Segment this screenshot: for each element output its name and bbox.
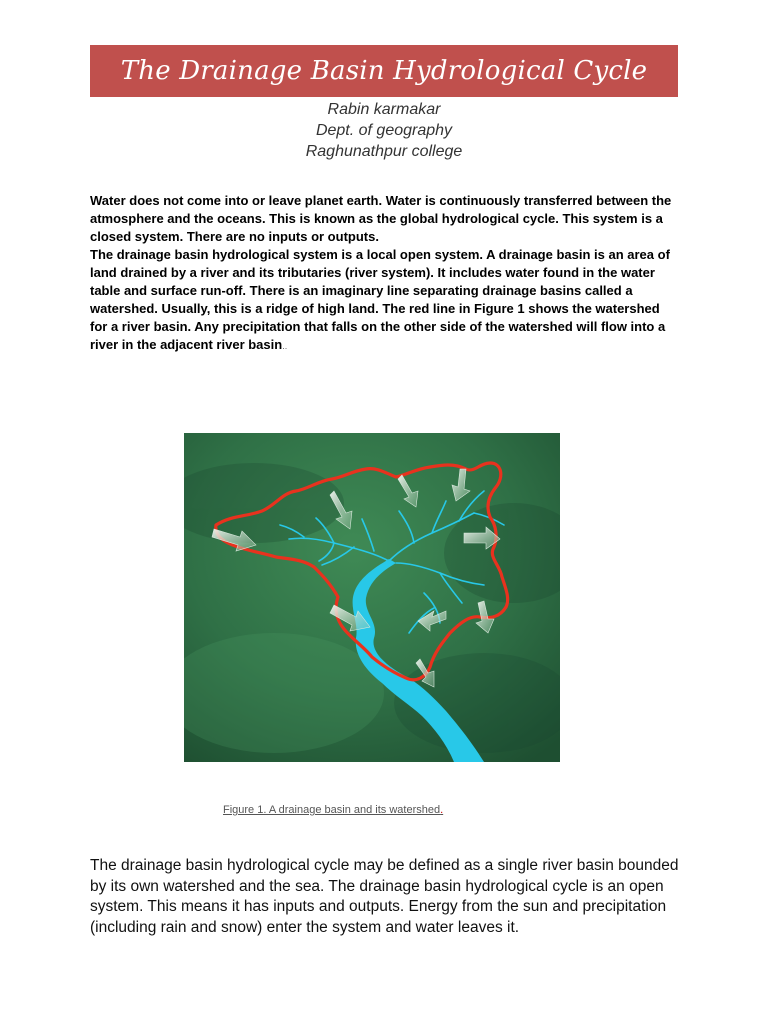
intro-trail: .. [282,341,288,351]
author-department: Dept. of geography [315,122,453,139]
intro-section [90,192,680,355]
figure-caption-text: Figure 1. A drainage basin and its watershed [223,804,441,816]
title-banner [90,45,678,97]
drainage-basin-illustration [184,433,560,762]
author-block [0,99,768,162]
body-paragraph: The drainage basin hydrological cycle may be defined as a single river basin bounded by its own watershed and the sea. The drainage basin hydrological cycle is an open system. This means it has inputs and outputs. Energy from the sun and precipitation (including rain and snow) enter the system and water leaves it. [90,857,679,936]
drainage-basin-figure [184,433,560,762]
author-college: Raghunathpur college [305,143,463,160]
intro-paragraph-2-text: The drainage basin hydrological system is a local open system. A drainage basin is an area of land drained by a river and its tributaries (river system). It includes water found in the water table and surface run-off. There is an imaginary line separating drainage basins called a watershed. Usually, this is a ridge of high land. The red line in Figure 1 shows the watershed for a river basin. Any precipitation that falls on the other side of the watershed will flow into a river in the adjacent river basin [90,247,670,352]
figure-caption [223,804,443,816]
figure-caption-end: . [440,804,444,816]
intro-paragraph-1: Water does not come into or leave planet earth. Water is continuously transferred between the atmosphere and the oceans. This is known as the global hydrological cycle. This system is a closed system. There are no inputs or outputs. [90,193,672,244]
intro-paragraph-2 [90,246,680,355]
body-section [90,856,690,938]
author-name: Rabin karmakar [327,101,441,118]
page-title: The Drainage Basin Hydrological Cycle [120,56,648,86]
